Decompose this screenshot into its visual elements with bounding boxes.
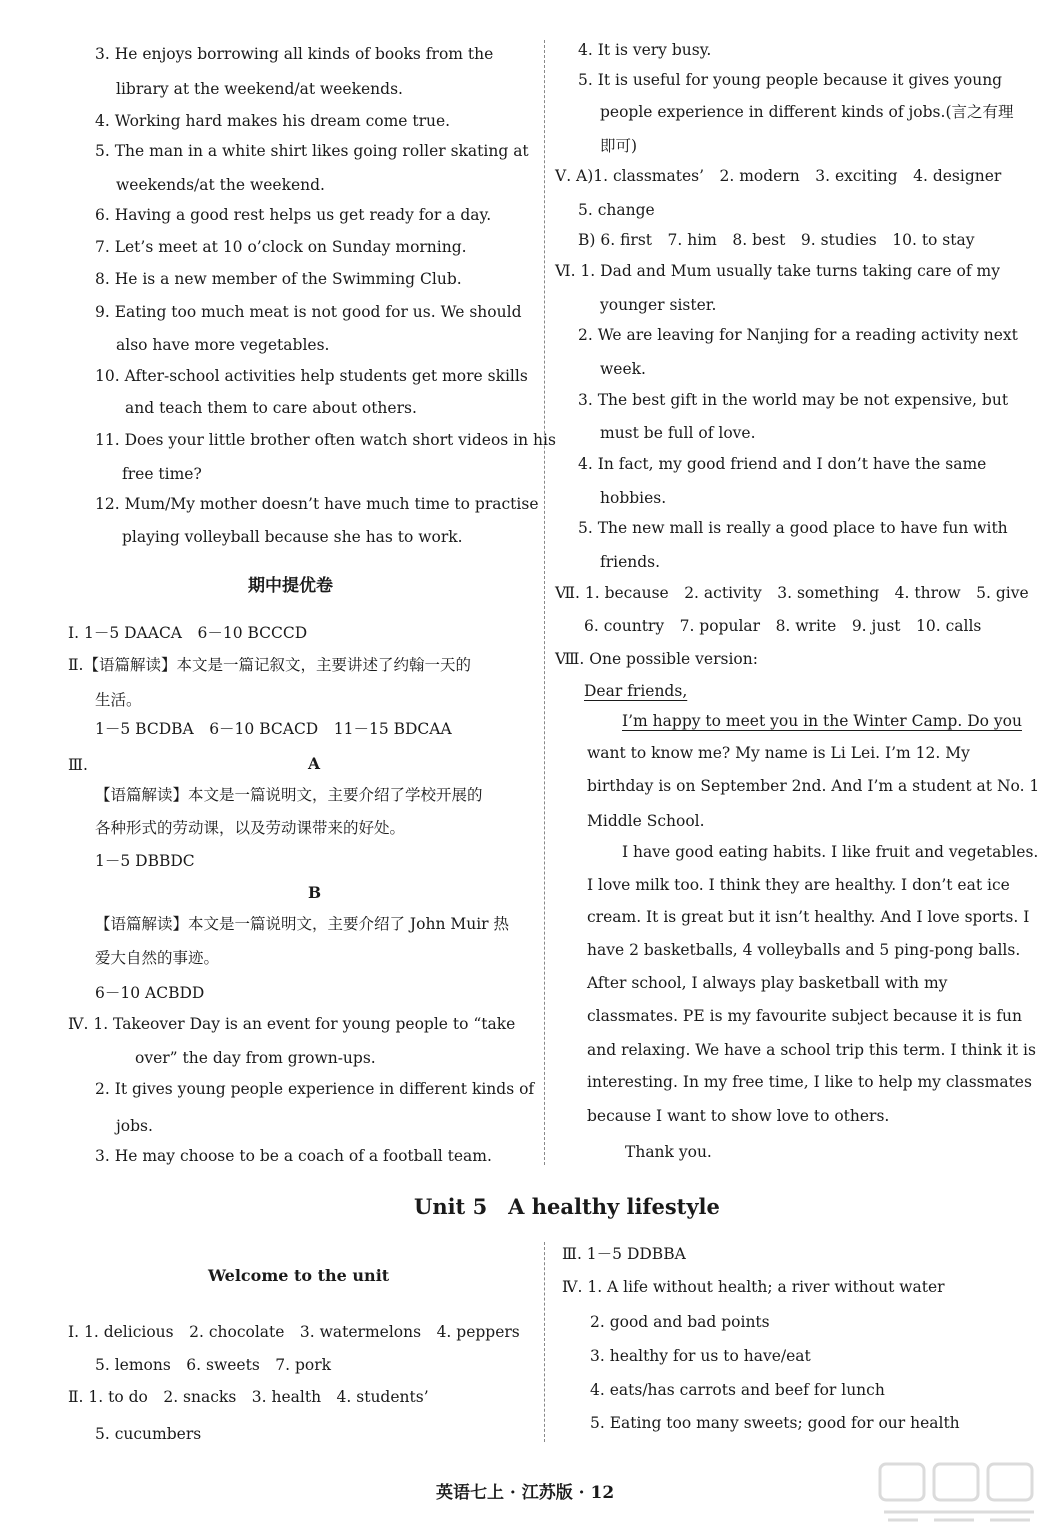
answer-line: 【语篇解读】本文是一篇说明文，主要介绍了学校开展的 <box>95 786 483 804</box>
answer-line: B) 6. first 7. him 8. best 9. studies 10. to stay <box>578 231 975 249</box>
answer-line: also have more vegetables. <box>116 336 330 354</box>
letter-closing: Thank you. <box>625 1143 712 1161</box>
answer-line: 生活。 <box>95 691 142 709</box>
answer-line: 6. Having a good rest helps us get ready for a day. <box>95 206 492 224</box>
letter-line: because I want to show love to others. <box>587 1107 890 1125</box>
answer-line: 9. Eating too much meat is not good for us. We should <box>95 303 522 321</box>
letter-line: cream. It is great but it isn’t healthy. And I love sports. I <box>587 908 1030 926</box>
letter-line: want to know me? My name is Li Lei. I’m 12. My <box>587 744 970 762</box>
answer-line: 各种形式的劳动课，以及劳动课带来的好处。 <box>95 819 406 837</box>
answer-line: 即可) <box>600 137 638 155</box>
unit-title: Unit 5 A healthy lifestyle <box>414 1194 720 1219</box>
midterm-title: 期中提优卷 <box>248 576 333 596</box>
letter-line: interesting. In my free time, I like to help my classmates <box>587 1073 1032 1091</box>
answer-line: 4. In fact, my good friend and I don’t have the same <box>578 455 987 473</box>
answer-line: Ⅱ. 1. to do 2. snacks 3. health 4. students’ <box>68 1388 429 1406</box>
letter-greeting: Dear friends, <box>584 682 688 700</box>
answer-line: Ⅶ. 1. because 2. activity 3. something 4. throw 5. give <box>555 584 1029 602</box>
answer-line: friends. <box>600 553 661 571</box>
letter-line: birthday is on September 2nd. And I’m a student at No. 1 <box>587 777 1040 795</box>
answer-line: free time? <box>122 465 202 483</box>
letter-line: classmates. PE is my favourite subject because it is fun <box>587 1007 1022 1025</box>
answer-line: over” the day from grown-ups. <box>135 1049 376 1067</box>
letter-line: I have good eating habits. I like fruit and vegetables. <box>622 843 1039 861</box>
answer-line: must be full of love. <box>600 424 756 442</box>
answer-line: playing volleyball because she has to work. <box>122 528 463 546</box>
answer-line: 2. good and bad points <box>590 1313 770 1331</box>
answer-line: 10. After-school activities help students get more skills <box>95 367 528 385</box>
column-divider <box>544 1242 545 1442</box>
answer-line: Ⅵ. 1. Dad and Mum usually take turns taking care of my <box>555 262 1000 280</box>
answer-line: 8. He is a new member of the Swimming Club. <box>95 270 462 288</box>
letter-line: I’m happy to meet you in the Winter Camp. Do you <box>622 712 1022 730</box>
watermark-logo-icon <box>874 1460 1044 1530</box>
letter-line: and relaxing. We have a school trip this term. I think it is <box>587 1041 1036 1059</box>
answer-line: library at the weekend/at weekends. <box>116 80 403 98</box>
answer-line: 1－5 BCDBA 6－10 BCACD 11－15 BDCAA <box>95 720 452 738</box>
answer-line: 3. He enjoys borrowing all kinds of books from the <box>95 45 494 63</box>
answer-line: 6. country 7. popular 8. write 9. just 10. calls <box>584 617 982 635</box>
answer-line: Ⅱ.【语篇解读】本文是一篇记叙文，主要讲述了约翰一天的 <box>68 656 471 674</box>
answer-line: 【语篇解读】本文是一篇说明文，主要介绍了 John Muir 热 <box>95 915 510 933</box>
answer-line: 12. Mum/My mother doesn’t have much time to practise <box>95 495 539 513</box>
answer-line: 5. change <box>578 201 655 219</box>
answer-line: hobbies. <box>600 489 667 507</box>
answer-line: 1－5 DBBDC <box>95 852 195 870</box>
letter-line: have 2 basketballs, 4 volleyballs and 5 ping-pong balls. <box>587 941 1021 959</box>
letter-line: After school, I always play basketball with my <box>587 974 948 992</box>
page-footer: 英语七上 · 江苏版 · 12 <box>436 1483 615 1503</box>
answer-line: 3. healthy for us to have/eat <box>590 1347 811 1365</box>
answer-line: 7. Let’s meet at 10 o’clock on Sunday morning. <box>95 238 467 256</box>
answer-line: Ⅳ. 1. Takeover Day is an event for young people to “take <box>68 1015 516 1033</box>
answer-line: Ⅲ. 1－5 DDBBA <box>562 1245 686 1263</box>
section-label: A <box>308 754 321 773</box>
answer-line: 5. It is useful for young people because it gives young <box>578 71 1003 89</box>
letter-line: Middle School. <box>587 812 705 830</box>
answer-line: 3. He may choose to be a coach of a football team. <box>95 1147 492 1165</box>
answer-line: weekends/at the weekend. <box>116 176 325 194</box>
answer-line: 2. We are leaving for Nanjing for a reading activity next <box>578 326 1018 344</box>
answer-line: week. <box>600 360 646 378</box>
answer-line: 4. It is very busy. <box>578 41 712 59</box>
answer-line: and teach them to care about others. <box>125 399 417 417</box>
answer-line: Ⅰ. 1－5 DAACA 6－10 BCCCD <box>68 624 308 642</box>
welcome-title: Welcome to the unit <box>208 1266 390 1285</box>
answer-line: Ⅳ. 1. A life without health; a river without water <box>562 1278 945 1296</box>
answer-line: Ⅰ. 1. delicious 2. chocolate 3. watermelons 4. peppers <box>68 1323 520 1341</box>
answer-line: 5. The new mall is really a good place to have fun with <box>578 519 1008 537</box>
answer-line: 3. The best gift in the world may be not expensive, but <box>578 391 1009 409</box>
answer-line: people experience in different kinds of jobs.(言之有理 <box>600 103 1014 121</box>
answer-line: 5. cucumbers <box>95 1425 202 1443</box>
answer-line: Ⅴ. A)1. classmates’ 2. modern 3. exciting 4. designer <box>555 167 1002 185</box>
answer-line: Ⅷ. One possible version: <box>555 650 758 668</box>
column-divider <box>544 40 545 1165</box>
answer-line: 4. eats/has carrots and beef for lunch <box>590 1381 885 1399</box>
answer-line: 5. Eating too many sweets; good for our health <box>590 1414 960 1432</box>
answer-line: 5. lemons 6. sweets 7. pork <box>95 1356 332 1374</box>
answer-line: jobs. <box>116 1117 153 1135</box>
section-label: B <box>308 883 322 902</box>
letter-line: I love milk too. I think they are healthy. I don’t eat ice <box>587 876 1010 894</box>
answer-line: 4. Working hard makes his dream come true. <box>95 112 451 130</box>
answer-line: 爱大自然的事迹。 <box>95 949 220 967</box>
answer-line: Ⅲ. <box>68 756 88 774</box>
answer-line: younger sister. <box>600 296 717 314</box>
answer-line: 6－10 ACBDD <box>95 984 205 1002</box>
answer-line: 2. It gives young people experience in different kinds of <box>95 1080 535 1098</box>
answer-line: 5. The man in a white shirt likes going roller skating at <box>95 142 529 160</box>
answer-line: 11. Does your little brother often watch short videos in his <box>95 431 556 449</box>
